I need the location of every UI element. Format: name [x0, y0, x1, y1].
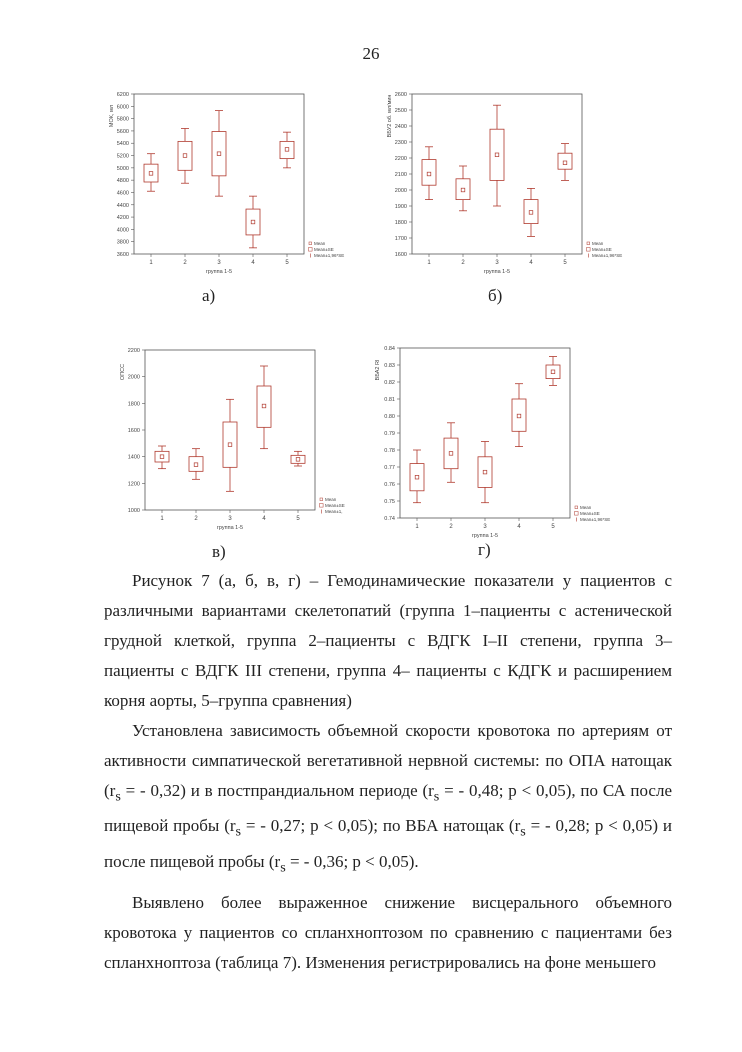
figure-caption: Рисунок 7 (а, б, в, г) – Гемодинамические показатели у пациентов с различными вариантами скелетопатий (группа 1–пациенты с астенической грудной клеткой, группа 2–пациенты с ВДГК I–II степени, группа 3–пациенты с ВДГК III степени, группа 4– пациенты с КДГК и расширением корня аорты, 5–группа сравнения) [104, 571, 672, 710]
mean-point-3 [495, 153, 499, 157]
x-tick-label-2: 3 [228, 516, 232, 522]
x-tick-label-4: 5 [285, 260, 289, 266]
y-tick-label-0: 3600 [116, 252, 129, 258]
y-tick-label-3: 1900 [394, 204, 407, 210]
mean-point-5 [285, 148, 289, 152]
chart-a-label: а) [202, 286, 216, 305]
y-tick-label-10: 0.84 [384, 346, 395, 352]
y-tick-label-6: 2200 [394, 156, 407, 162]
body-text [104, 566, 672, 978]
legend-marker-mean [320, 498, 323, 501]
y-tick-label-4: 0.78 [384, 448, 395, 454]
y-axis-label: МОК, мл [109, 104, 115, 128]
legend-marker-se [309, 248, 313, 252]
x-tick-label-4: 5 [563, 260, 567, 266]
y-tick-label-4: 4400 [116, 202, 129, 209]
mean-point-4 [251, 220, 255, 224]
y-tick-label-4: 1800 [127, 401, 140, 408]
y-tick-label-11: 5800 [116, 116, 129, 123]
mean-point-3 [483, 470, 487, 474]
mean-point-2 [449, 452, 453, 456]
y-axis-label: ВБА2 RI [375, 359, 381, 381]
mean-point-5 [563, 161, 567, 165]
chart-g-label: г) [478, 540, 491, 559]
legend-label-1: Mean±SE [580, 511, 600, 517]
x-tick-label-1: 2 [183, 260, 187, 266]
x-tick-label-1: 2 [461, 260, 465, 266]
y-axis-label: ОПСС [120, 363, 126, 381]
y-tick-label-3: 0.77 [384, 465, 395, 471]
x-tick-label-1: 2 [449, 524, 453, 530]
y-tick-label-8: 2400 [394, 124, 407, 130]
mean-point-4 [262, 404, 266, 408]
legend-label-0: Mean [580, 505, 592, 511]
x-tick-label-0: 1 [415, 524, 419, 530]
y-tick-label-12: 6000 [116, 104, 129, 111]
y-tick-label-1: 1200 [127, 481, 140, 488]
chart-b-svg [382, 88, 622, 278]
y-tick-label-2: 1400 [127, 454, 140, 461]
chart-v-svg [115, 344, 355, 534]
x-tick-label-0: 1 [160, 516, 164, 522]
mean-point-2 [194, 463, 198, 467]
y-tick-label-0: 1000 [127, 508, 140, 514]
mean-point-1 [149, 172, 153, 176]
legend-label-2: Mean±1, [325, 509, 343, 515]
chart-v-label: в) [212, 542, 226, 561]
x-tick-label-4: 5 [551, 524, 555, 530]
y-tick-label-10: 5600 [116, 128, 129, 135]
y-tick-label-2: 4000 [116, 227, 129, 234]
y-tick-label-3: 1600 [127, 428, 140, 434]
y-tick-label-4: 2000 [394, 188, 407, 194]
page-number: 26 [362, 44, 380, 63]
legend-label-0: Mean [314, 241, 326, 247]
x-tick-label-0: 1 [427, 260, 431, 266]
legend-label-0: Mean [325, 497, 337, 503]
x-axis-label: группа 1-5 [471, 533, 499, 539]
mean-point-3 [228, 443, 232, 447]
y-tick-label-6: 4800 [116, 178, 129, 185]
y-tick-label-0: 0.74 [384, 516, 395, 522]
x-tick-label-2: 3 [217, 260, 221, 266]
legend-marker-mean [309, 242, 312, 245]
legend-label-2: Mean±1,96*SE [314, 253, 345, 259]
mean-point-3 [217, 152, 221, 156]
y-tick-label-5: 2000 [127, 374, 140, 381]
y-tick-label-5: 2100 [394, 172, 407, 178]
y-tick-label-9: 0.83 [384, 363, 395, 369]
y-tick-label-3: 4200 [116, 215, 129, 222]
legend-marker-mean [587, 242, 590, 245]
chart-g-svg [370, 342, 610, 542]
mean-point-4 [529, 211, 533, 215]
x-axis-label: группа 1-5 [205, 269, 233, 275]
y-tick-label-1: 1700 [394, 236, 407, 242]
y-tick-label-2: 0.76 [384, 482, 395, 488]
mean-point-1 [160, 455, 164, 459]
x-axis-label: группа 1-5 [483, 269, 511, 275]
y-tick-label-9: 2500 [394, 108, 407, 114]
chart-a-svg [104, 88, 344, 278]
mean-point-2 [183, 154, 187, 158]
x-tick-label-4: 5 [296, 516, 300, 522]
chart-g [370, 342, 610, 542]
paragraph-correlation: Установлена зависимость объемной скорости кровотока по артериям от активности симпатической вегетативной нервной системы: по ОПА натощак ($r_s$ = - 0,32) и в постпрандиальном периоде ($r_s$ = - 0,48; p < 0,05), по СА после пищевой пробы ($r_s$ = - 0,27; p < 0,05); по ВБА натощак ($r_s$ = - 0,28; p < 0,05) и после пищевой пробы ($r_s$ = - 0,36; p < 0,05). [104, 721, 672, 876]
mean-point-1 [427, 172, 431, 176]
y-tick-label-6: 2200 [127, 348, 140, 354]
x-axis-label: группа 1-5 [216, 525, 244, 531]
legend-label-1: Mean±SE [314, 247, 334, 253]
y-tick-label-7: 2300 [394, 140, 407, 146]
legend-label-2: Mean±1,96*SE [592, 253, 623, 259]
x-tick-label-3: 4 [251, 260, 255, 266]
chart-a [104, 88, 344, 278]
x-tick-label-0: 1 [149, 260, 153, 266]
mean-point-5 [551, 370, 555, 374]
x-tick-label-3: 4 [262, 516, 266, 522]
y-tick-label-5: 4600 [116, 190, 129, 197]
legend-marker-se [320, 504, 324, 508]
legend-marker-mean [575, 506, 578, 509]
y-tick-label-2: 1800 [394, 220, 407, 226]
chart-b-label: б) [488, 286, 503, 305]
legend-label-1: Mean±SE [592, 247, 612, 253]
paragraph-splanchnoptosis: Выявлено более выраженное снижение висцерального объемного кровотока у пациентов со спланхноптозом по сравнению с пациентами без спланхноптоза (таблица 7). Изменения регистрировались на фоне меньшего [104, 893, 672, 973]
chart-b [382, 88, 622, 278]
y-tick-label-8: 5200 [116, 153, 129, 160]
y-tick-label-10: 2600 [394, 92, 407, 98]
y-tick-label-7: 0.81 [384, 397, 395, 403]
chart-v [115, 344, 355, 534]
y-axis-label: ВБУ2 об. мл/мин [387, 94, 393, 138]
mean-point-1 [415, 475, 419, 479]
mean-point-2 [461, 188, 465, 192]
legend-label-1: Mean±SE [325, 503, 345, 509]
y-tick-label-13: 6200 [116, 92, 129, 98]
x-tick-label-3: 4 [517, 524, 521, 530]
y-tick-label-0: 1600 [394, 252, 407, 258]
x-tick-label-1: 2 [194, 516, 198, 522]
legend-label-2: Mean±1,96*SE [580, 517, 611, 523]
y-tick-label-8: 0.82 [384, 380, 395, 386]
legend-marker-se [587, 248, 591, 252]
x-tick-label-2: 3 [495, 260, 499, 266]
x-tick-label-2: 3 [483, 524, 487, 530]
mean-point-5 [296, 458, 300, 462]
y-tick-label-5: 0.79 [384, 431, 395, 437]
legend-label-0: Mean [592, 241, 604, 247]
y-tick-label-6: 0.80 [384, 414, 395, 420]
mean-point-4 [517, 414, 521, 418]
y-tick-label-9: 5400 [116, 141, 129, 148]
x-tick-label-3: 4 [529, 260, 533, 266]
y-tick-label-7: 5000 [116, 165, 129, 172]
y-tick-label-1: 0.75 [384, 499, 395, 505]
y-tick-label-1: 3800 [116, 239, 129, 246]
legend-marker-se [575, 512, 579, 516]
